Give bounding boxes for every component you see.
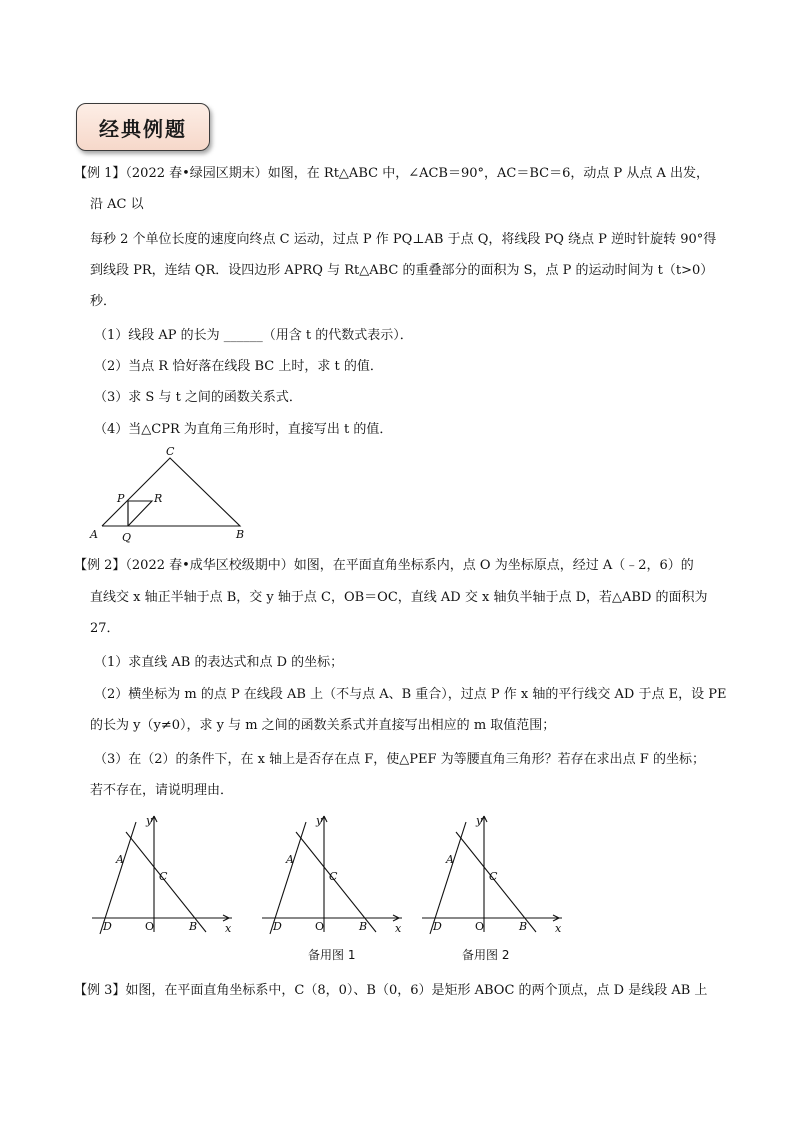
ex2-q2-b: 的长为 y（y≠0），求 y 与 m 之间的函数关系式并直接写出相应的 m 取值范围； <box>90 718 556 733</box>
ex2-q2-a: （2）横坐标为 m 的点 P 在线段 AB 上（不与点 A、B 重合），过点 P 作 x 轴的平行线交 AD 于点 E，设 PE <box>94 687 727 702</box>
ex2-q3-a: （3）在（2）的条件下，在 x 轴上是否存在点 F，使△PEF 为等腰直角三角形？若存在求出点 F 的坐标； <box>94 752 705 767</box>
ex2-line-1: 【例 2】（2022 春•成华区校级期中）如图，在平面直角坐标系内，点 O 为坐标原点，经过 A（﹣2，6）的 <box>74 558 694 573</box>
label-A: A <box>90 528 98 541</box>
caption-alt-2: 备用图 2 <box>462 948 510 962</box>
line-ad <box>270 822 306 934</box>
label-Q: Q <box>122 531 132 544</box>
ex3-line-1: 【例 3】如图，在平面直角坐标系中，C（8，0）、B（0，6）是矩形 ABOC 的两个顶点，点 D 是线段 AB 上 <box>74 983 708 998</box>
label-O: O <box>145 920 155 933</box>
label-A: A <box>116 853 124 866</box>
ex1-q1: （1）线段 AP 的长为 ______（用含 t 的代数式表示）． <box>94 328 413 343</box>
segment-pr-qr <box>128 501 152 526</box>
ex1-line-5: 秒． <box>90 294 117 309</box>
label-C: C <box>329 870 338 883</box>
label-R: R <box>154 492 163 505</box>
label-y: y <box>476 814 483 827</box>
ex1-q2: （2）当点 R 恰好落在线段 BC 上时，求 t 的值． <box>94 359 383 374</box>
label-D: D <box>273 920 282 933</box>
ex1-line-2: 沿 AC 以 <box>90 197 144 212</box>
label-D: D <box>103 920 112 933</box>
label-x: x <box>395 922 402 935</box>
ex1-line-1: 【例 1】（2022 春•绿园区期末）如图，在 Rt△ABC 中，∠ACB＝90°，AC＝BC＝6，动点 P 从点 A 出发， <box>74 166 710 181</box>
label-C: C <box>489 870 498 883</box>
ex1-q4: （4）当△CPR 为直角三角形时，直接写出 t 的值． <box>94 422 393 437</box>
label-C: C <box>159 870 168 883</box>
label-x: x <box>225 922 232 935</box>
caption-alt-1: 备用图 1 <box>308 948 356 962</box>
label-O: O <box>315 920 325 933</box>
label-y: y <box>316 814 323 827</box>
ex1-line-4: 到线段 PR，连结 QR．设四边形 APRQ 与 Rt△ABC 的重叠部分的面积为 S，点 P 的运动时间为 t（t>0） <box>90 263 714 278</box>
label-y: y <box>146 814 153 827</box>
ex1-q3: （3）求 S 与 t 之间的函数关系式． <box>94 390 302 405</box>
label-B: B <box>359 920 368 933</box>
ex2-q1: （1）求直线 AB 的表达式和点 D 的坐标； <box>94 655 344 670</box>
line-ad <box>100 822 136 934</box>
label-D: D <box>433 920 442 933</box>
label-A: A <box>446 853 454 866</box>
ex2-q3-b: 若不存在，请说明理由． <box>90 783 234 798</box>
ex2-figure-alt-1 <box>258 810 410 936</box>
label-B: B <box>236 528 245 541</box>
label-O: O <box>475 920 485 933</box>
line-ad <box>430 822 466 934</box>
section-title: 经典例题 <box>76 103 210 151</box>
ex2-line-2: 直线交 x 轴正半轴于点 B，交 y 轴于点 C，OB＝OC，直线 AD 交 x 轴负半轴于点 D，若△ABD 的面积为 <box>90 590 708 605</box>
label-B: B <box>519 920 528 933</box>
label-x: x <box>555 922 562 935</box>
label-A: A <box>286 853 294 866</box>
label-C: C <box>166 445 175 458</box>
label-P: P <box>117 492 125 505</box>
ex1-line-3: 每秒 2 个单位长度的速度向终点 C 运动，过点 P 作 PQ⊥AB 于点 Q，将线段 PQ 绕点 P 逆时针旋转 90°得 <box>90 232 717 247</box>
ex1-triangle-figure <box>86 444 256 546</box>
label-B: B <box>189 920 198 933</box>
ex2-line-3: 27． <box>90 621 120 636</box>
ex2-figure-alt-2 <box>418 810 570 936</box>
ex2-figure-main <box>88 810 240 936</box>
